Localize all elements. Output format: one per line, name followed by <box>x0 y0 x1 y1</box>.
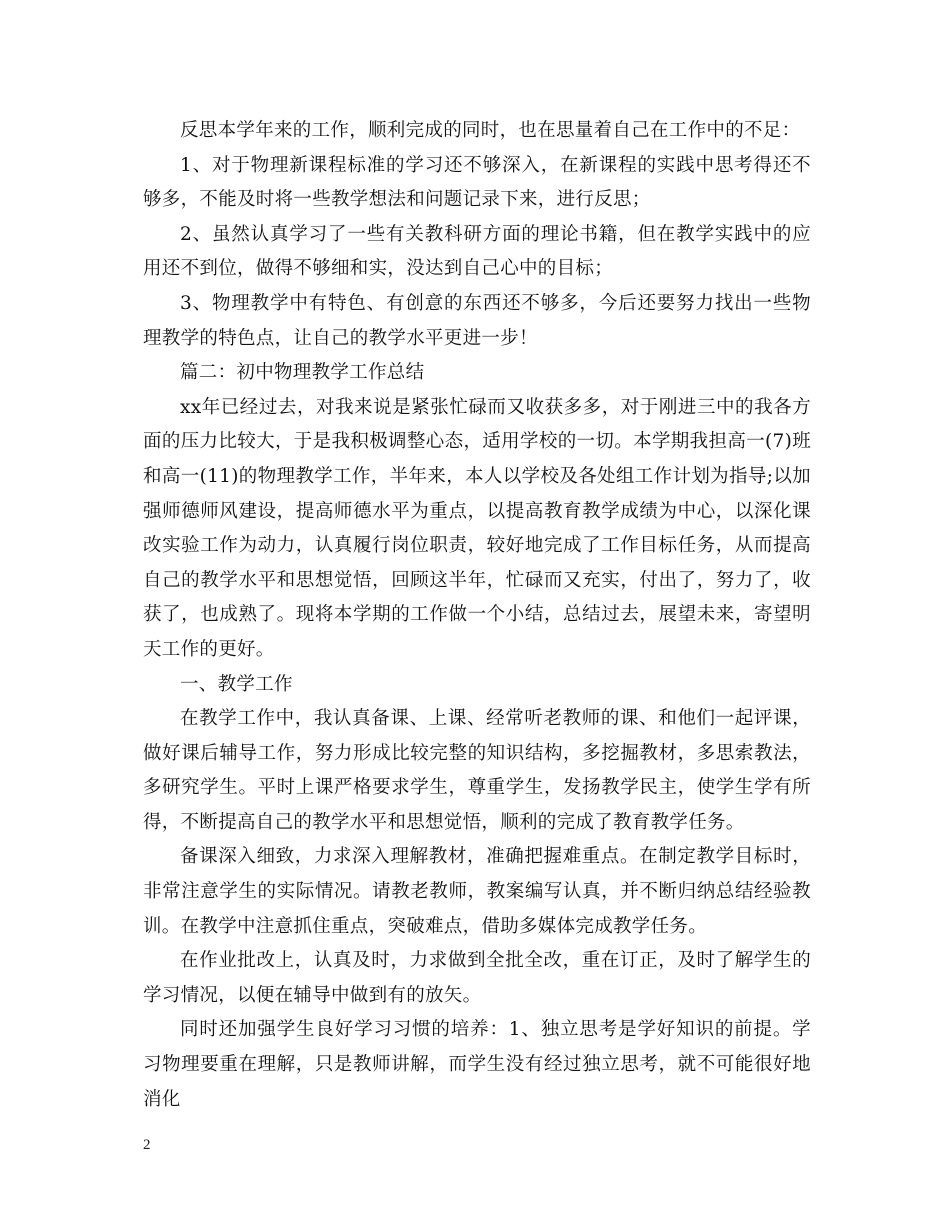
paragraph-reflection-intro: 反思本学年来的工作，顺利完成的同时，也在思量着自己在工作中的不足： <box>180 120 801 141</box>
paragraph-semester-summary: xx年已经过去，对我来说是紧张忙碌而又收获多多，对于刚进三中的我各方面的压力比较大，于是我积极调整心态，适用学校的一切。本学期我担高一(7)班和高一(11)的物理教学工作，半年来，本人以学校及各处组工作计划为指导;以加强师德师风建设，提高师德水平为重点，以提高教育教学成绩为中心，以深化课改实验工作为动力，认真履行岗位职责，较好地完成了工作目标任务，从而提高自己的教学水平和思想觉悟，回顾这半年，忙碌而又充实，付出了，努力了，收获了，也成熟了。现将本学期的工作做一个小结，总结过去，展望未来，寄望明天工作的更好。 <box>143 396 811 660</box>
paragraph-homework-grading: 在作业批改上，认真及时，力求做到全批全改，重在订正，及时了解学生的学习情况，以便在辅导中做到有的放矢。 <box>143 950 811 1006</box>
section-heading-part-two: 篇二：初中物理教学工作总结 <box>180 362 425 384</box>
paragraph-teaching-work: 在教学工作中，我认真备课、上课、经常听老教师的课、和他们一起评课，做好课后辅导工作，努力形成比较完整的知识结构，多挖掘教材，多思索教法，多研究学生。平时上课严格要求学生，尊重学生，发扬教学民主，使学生学有所得，不断提高自己的教学水平和思想觉悟，顺利的完成了教育教学任务。 <box>143 708 811 833</box>
section-heading-teaching-work: 一、教学工作 <box>180 673 293 695</box>
document-body <box>143 114 811 1117</box>
paragraph-shortcoming-2: 2、虽然认真学习了一些有关教科研方面的理论书籍，但在教学实践中的应用还不到位，做得不够细和实，没达到自己心中的目标； <box>143 223 811 280</box>
paragraph-study-habits: 同时还加强学生良好学习习惯的培养：1、独立思考是学好知识的前提。学习物理要重在理解，只是教师讲解，而学生没有经过独立思考，就不可能很好地消化 <box>143 1019 811 1110</box>
page-number: 2 <box>143 1137 151 1153</box>
paragraph-shortcoming-1: 1、对于物理新课程标准的学习还不够深入，在新课程的实践中思考得还不够多，不能及时将一些教学想法和问题记录下来，进行反思； <box>143 154 811 211</box>
paragraph-shortcoming-3: 3、物理教学中有特色、有创意的东西还不够多，今后还要努力找出一些物理教学的特色点，让自己的教学水平更进一步！ <box>143 292 811 349</box>
paragraph-lesson-preparation: 备课深入细致，力求深入理解教材，准确把握难重点。在制定教学目标时，非常注意学生的实际情况。请教老教师，教案编写认真，并不断归纳总结经验教训。在教学中注意抓住重点，突破难点，借助多媒体完成教学任务。 <box>143 846 811 937</box>
